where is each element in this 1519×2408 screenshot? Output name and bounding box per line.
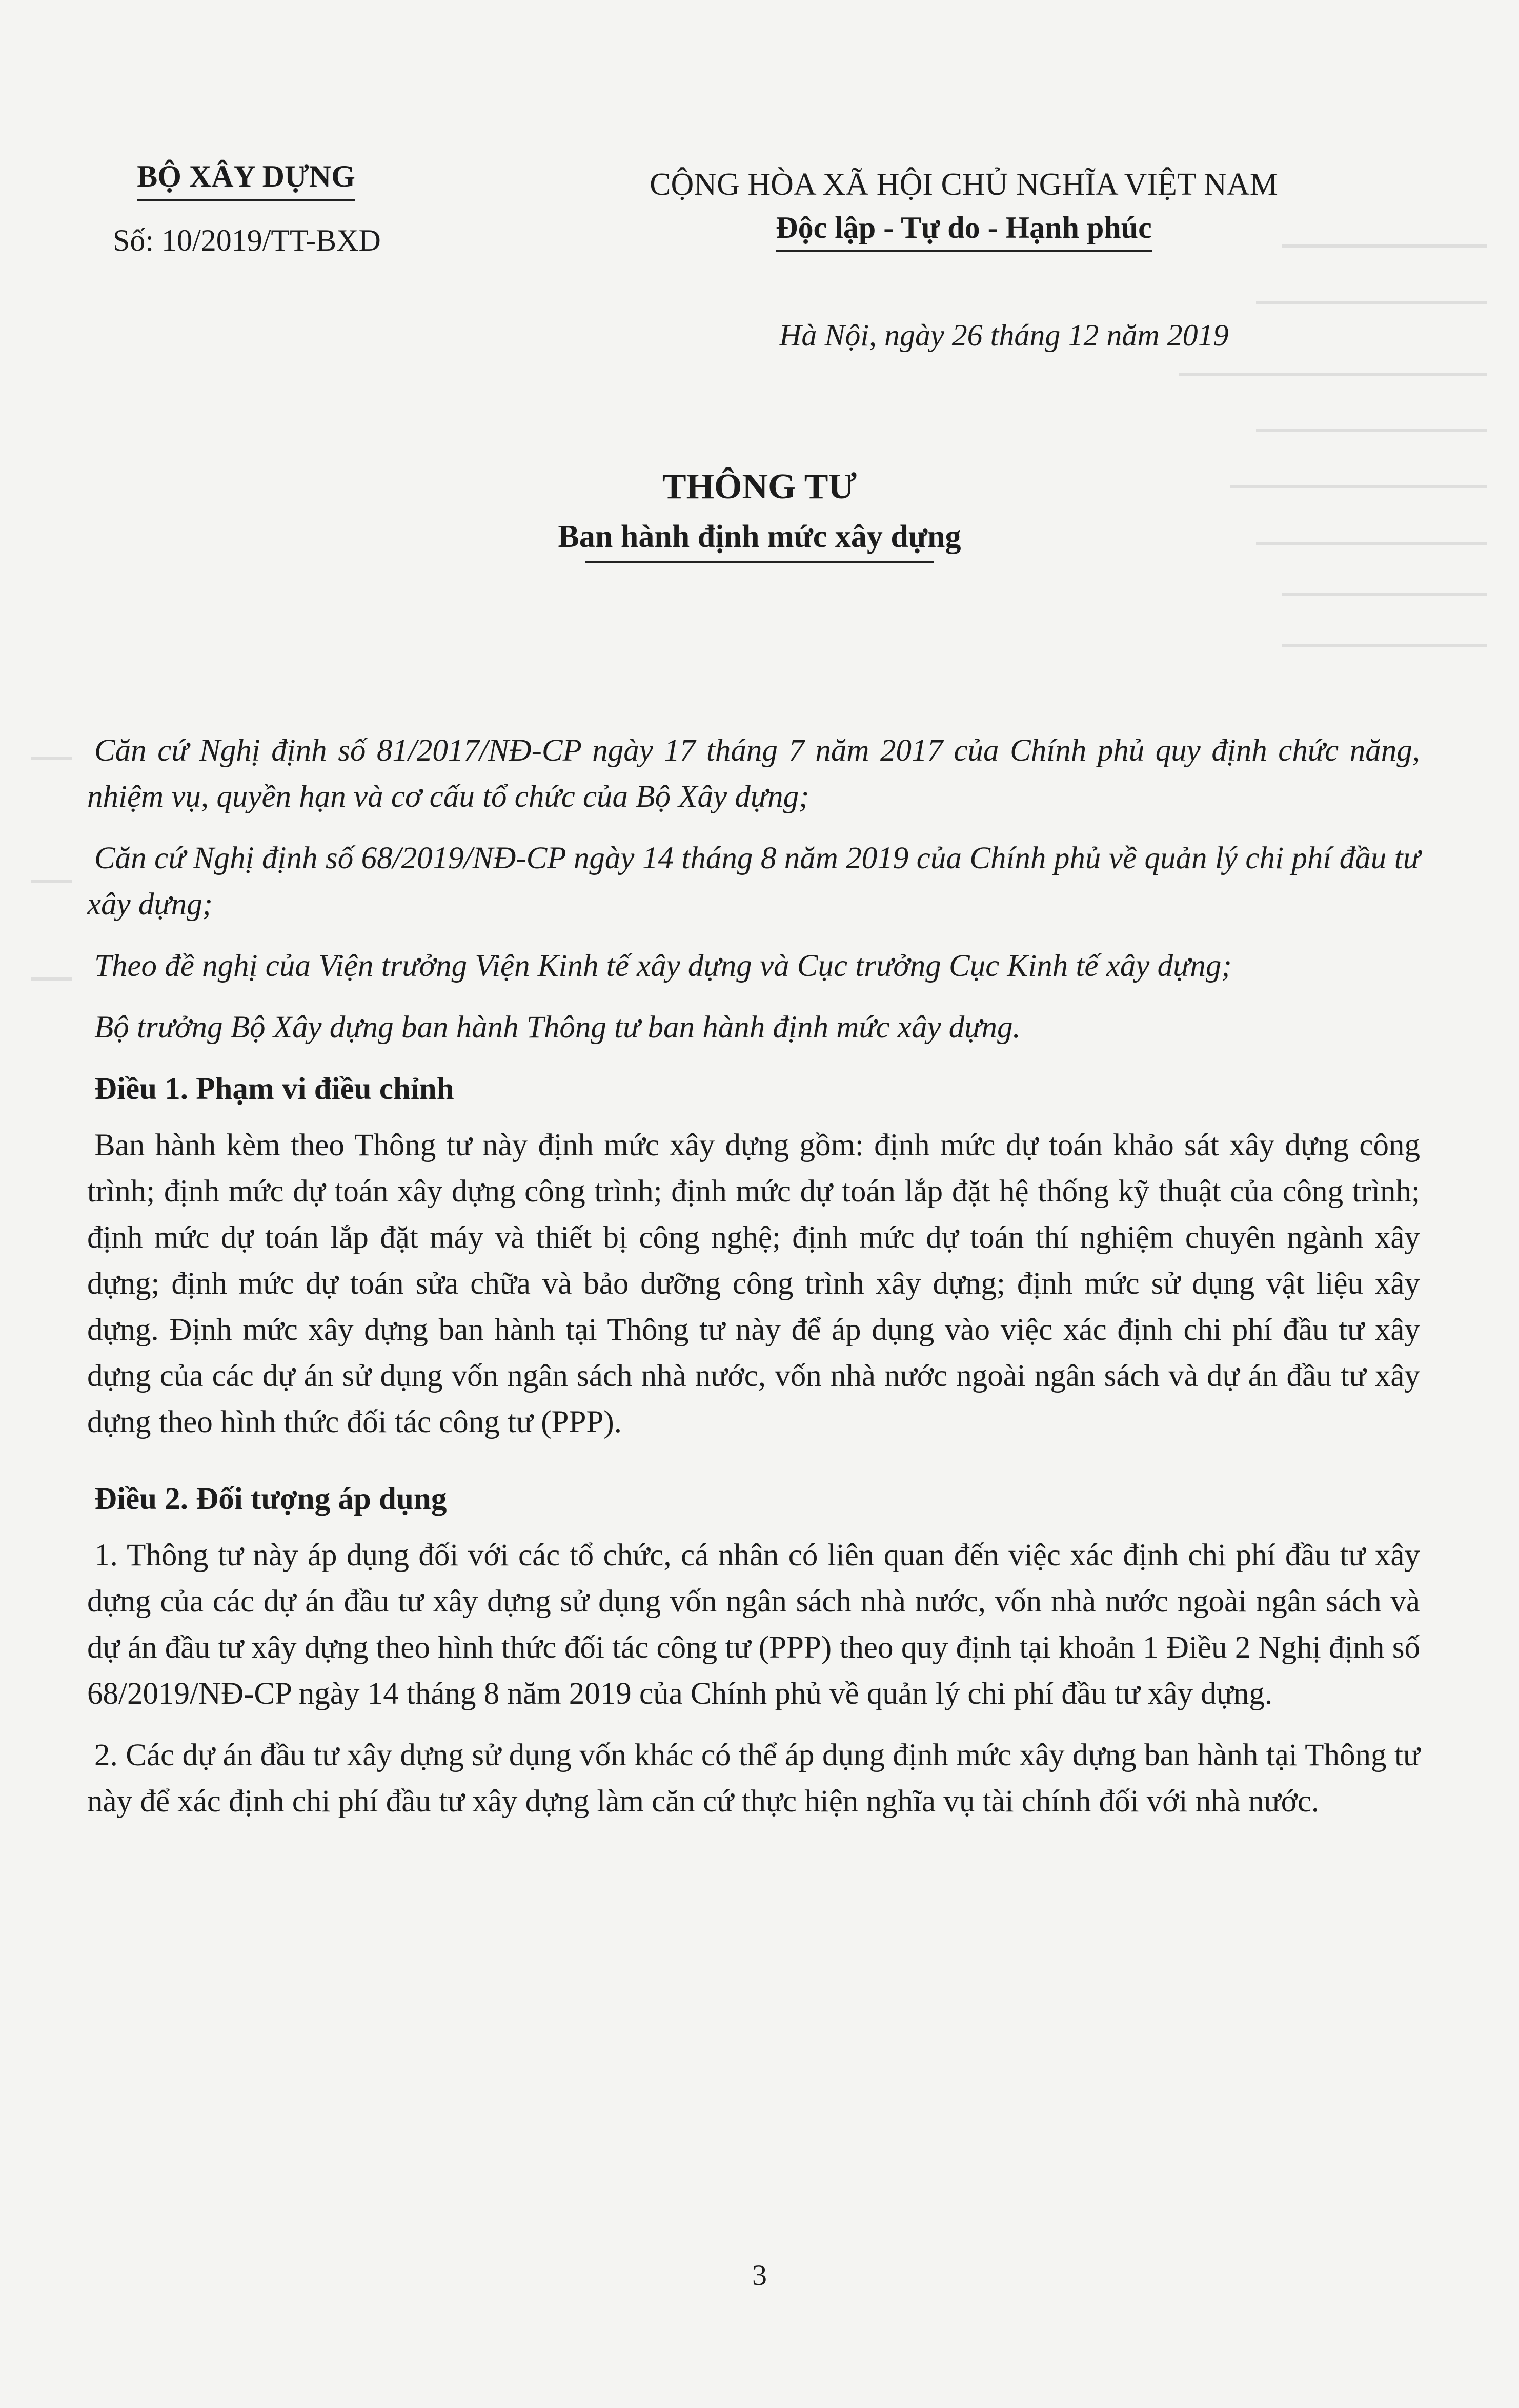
article-2-clause-1: 1. Thông tư này áp dụng đối với các tổ chức, cá nhân có liên quan đến việc xác định chi phí đầu tư xây dựng của các dự án đầu tư xây dựng sử dụng vốn ngân sách nhà nước, vốn nhà nước ngoài ngân sách và dự án đầu tư xây dựng theo hình thức đối tác công tư (PPP) theo quy định tại khoản 1 Điều 2 Nghị định số 68/2019/NĐ-CP ngày 14 tháng 8 năm 2019 của Chính phủ về quản lý chi phí đầu tư xây dựng. xyxy=(87,1538,1420,1711)
article-2-clause-2: 2. Các dự án đầu tư xây dựng sử dụng vốn khác có thể áp dụng định mức xây dựng ban hành tại Thông tư này để xác định chi phí đầu tư xây dựng làm căn cứ thực hiện nghĩa vụ tài chính đối với nhà nước. xyxy=(87,1738,1420,1819)
national-title: CỘNG HÒA XÃ HỘI CHỦ NGHĨA VIỆT NAM xyxy=(650,167,1278,202)
document-subtitle: Ban hành định mức xây dựng xyxy=(558,519,961,554)
preamble-paragraph: Theo đề nghị của Viện trưởng Viện Kinh tế xây dựng và Cục trưởng Cục Kinh tế xây dựng; xyxy=(94,949,1232,983)
place-date: Hà Nội, ngày 26 tháng 12 năm 2019 xyxy=(779,318,1229,352)
preamble-paragraph: Căn cứ Nghị định số 81/2017/NĐ-CP ngày 17 tháng 7 năm 2017 của Chính phủ quy định chức năng, nhiệm vụ, quyền hạn và cơ cấu tổ chức của Bộ Xây dựng; xyxy=(87,733,1420,814)
preamble-paragraph: Bộ trưởng Bộ Xây dựng ban hành Thông tư ban hành định mức xây dựng. xyxy=(94,1010,1021,1045)
article-2-heading: Điều 2. Đối tượng áp dụng xyxy=(94,1482,447,1516)
preamble-paragraph: Căn cứ Nghị định số 68/2019/NĐ-CP ngày 14 tháng 8 năm 2019 của Chính phủ về quản lý chi phí đầu tư xây dựng; xyxy=(87,841,1420,922)
header-right xyxy=(564,167,1364,252)
issuing-organization: BỘ XÂY DỰNG xyxy=(137,159,355,201)
article-1-text: Ban hành kèm theo Thông tư này định mức xây dựng gồm: định mức dự toán khảo sát xây dựng công trình; định mức dự toán xây dựng công trình; định mức dự toán lắp đặt hệ thống kỹ thuật của công trình; định mức dự toán lắp đặt máy và thiết bị công nghệ; định mức dự toán thí nghiệm chuyên ngành xây dựng; định mức dự toán sửa chữa và bảo dưỡng công trình xây dựng; định mức sử dụng vật liệu xây dựng. Định mức xây dựng ban hành tại Thông tư này để áp dụng vào việc xác định chi phí đầu tư xây dựng của các dự án sử dụng vốn ngân sách nhà nước, vốn nhà nước ngoài ngân sách và dự án đầu tư xây dựng theo hình thức đối tác công tư (PPP). xyxy=(87,1128,1420,1439)
subtitle-underline xyxy=(585,561,934,563)
document-number: Số: 10/2019/TT-BXD xyxy=(113,223,381,257)
title-block xyxy=(0,466,1519,563)
national-motto: Độc lập - Tự do - Hạnh phúc xyxy=(776,210,1151,252)
header-left xyxy=(113,159,379,258)
article-1-heading: Điều 1. Phạm vi điều chỉnh xyxy=(94,1072,454,1106)
document-body xyxy=(87,728,1420,1840)
document-type: THÔNG TƯ xyxy=(662,467,857,506)
page-number: 3 xyxy=(752,2258,767,2292)
